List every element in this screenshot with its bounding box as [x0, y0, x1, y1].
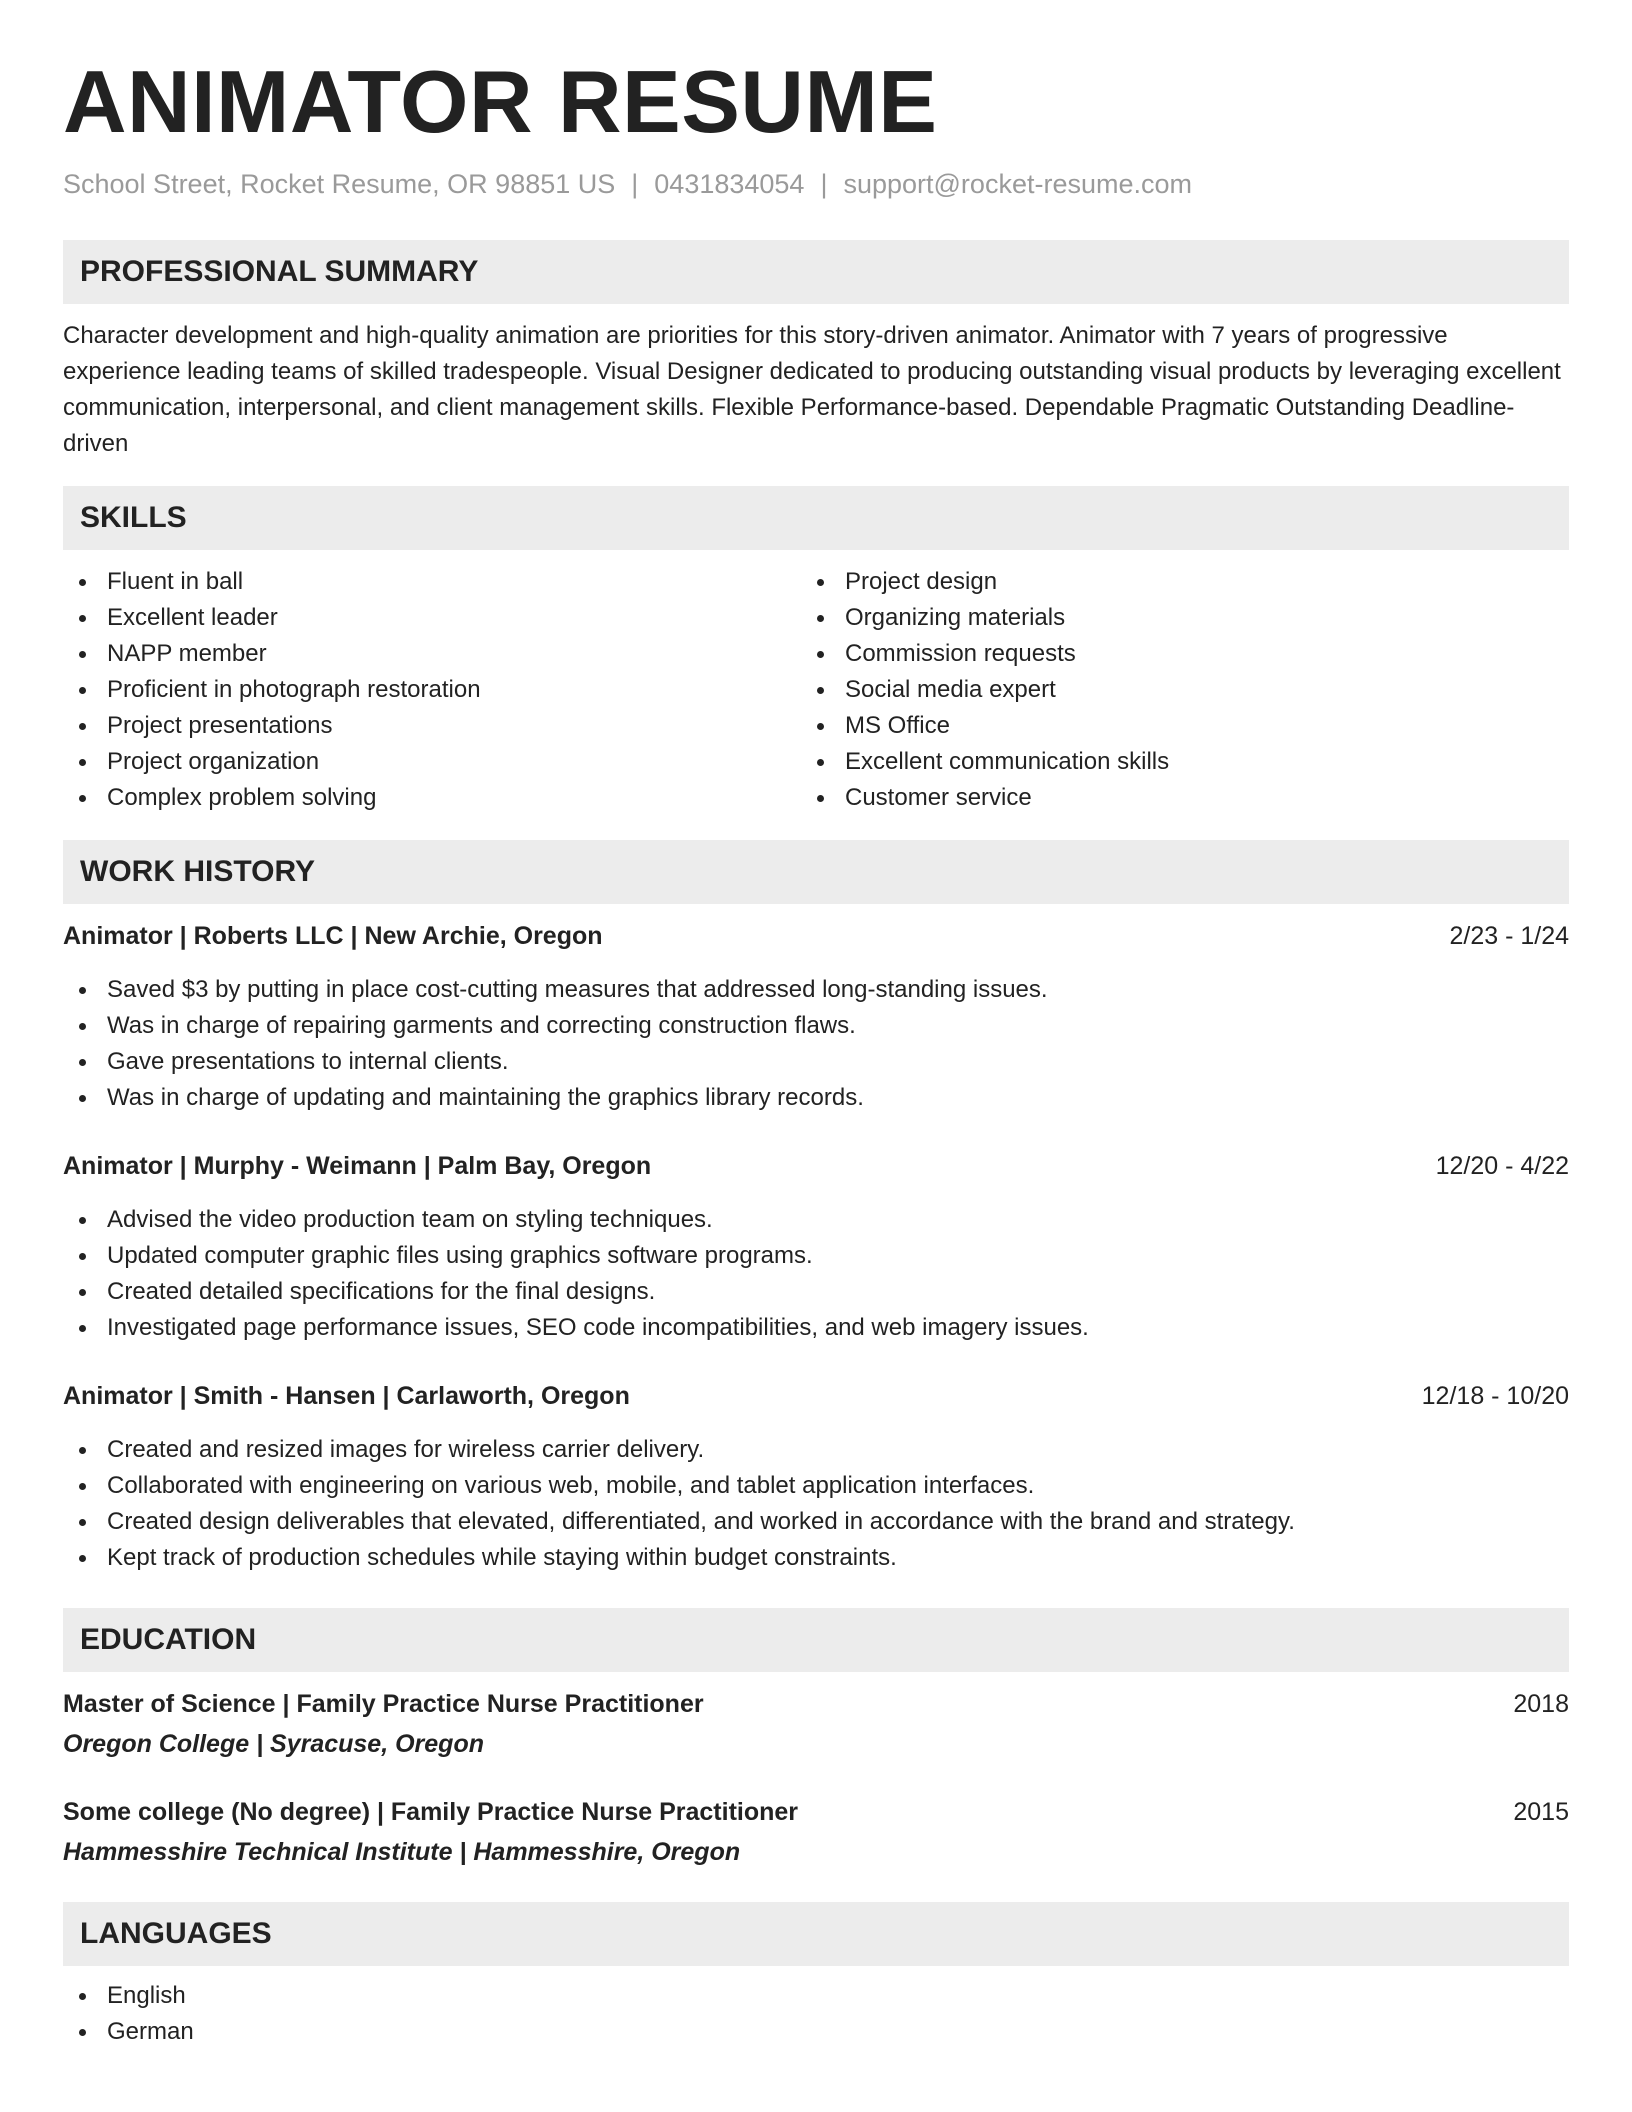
job-bullet: Kept track of production schedules while staying within budget constraints.: [63, 1540, 1569, 1576]
job-bullets: [63, 1432, 1569, 1576]
skill-item: Commission requests: [801, 636, 1539, 672]
resume-title: ANIMATOR RESUME: [63, 52, 938, 151]
job-bullet: Investigated page performance issues, SEO code incompatibilities, and web imagery issues.: [63, 1310, 1569, 1346]
education-year: 2015: [1513, 1798, 1569, 1826]
education-degree: Some college (No degree) | Family Practice Nurse Practitioner: [63, 1798, 799, 1826]
contact-email: support@rocket-resume.com: [843, 169, 1192, 199]
job-bullet: Created design deliverables that elevated, differentiated, and worked in accordance with the brand and strategy.: [63, 1504, 1569, 1540]
skills-list-right: [801, 564, 1539, 816]
job-bullet: Was in charge of updating and maintaining the graphics library records.: [63, 1080, 1569, 1116]
job-bullet: Was in charge of repairing garments and correcting construction flaws.: [63, 1008, 1569, 1044]
skill-item: Project presentations: [63, 708, 801, 744]
skill-item: MS Office: [801, 708, 1539, 744]
skill-item: Project organization: [63, 744, 801, 780]
job-bullet: Created detailed specifications for the final designs.: [63, 1274, 1569, 1310]
section-header-skills: SKILLS: [63, 486, 1569, 550]
section-header-summary: PROFESSIONAL SUMMARY: [63, 240, 1569, 304]
skill-item: Excellent communication skills: [801, 744, 1539, 780]
job-date: 2/23 - 1/24: [1449, 922, 1569, 950]
education-entry: [63, 1794, 1569, 1870]
languages-list: [63, 1978, 1569, 2050]
job-bullet: Saved $3 by putting in place cost-cutting measures that addressed long-standing issues.: [63, 972, 1569, 1008]
job-entry: [63, 918, 1569, 1116]
education-school: Oregon College | Syracuse, Oregon: [63, 1730, 484, 1758]
section-header-languages: LANGUAGES: [63, 1902, 1569, 1966]
job-title: Animator | Roberts LLC | New Archie, Oregon: [63, 922, 603, 950]
job-bullet: Advised the video production team on styling techniques.: [63, 1202, 1569, 1238]
job-entry: [63, 1378, 1569, 1576]
contact-address: School Street, Rocket Resume, OR 98851 US: [63, 169, 616, 199]
education-degree: Master of Science | Family Practice Nurse Practitioner: [63, 1690, 704, 1718]
skill-item: Proficient in photograph restoration: [63, 672, 801, 708]
job-bullets: [63, 972, 1569, 1116]
skill-item: Customer service: [801, 780, 1539, 816]
job-bullets: [63, 1202, 1569, 1346]
skill-item: Excellent leader: [63, 600, 801, 636]
skill-item: Fluent in ball: [63, 564, 801, 600]
job-bullet: Gave presentations to internal clients.: [63, 1044, 1569, 1080]
skill-item: Complex problem solving: [63, 780, 801, 816]
skill-item: NAPP member: [63, 636, 801, 672]
job-entry: [63, 1148, 1569, 1346]
skills-grid: [63, 564, 1569, 816]
job-date: 12/18 - 10/20: [1421, 1382, 1569, 1410]
language-item: English: [63, 1978, 1569, 2014]
contact-separator: |: [820, 169, 828, 199]
skill-item: Project design: [801, 564, 1539, 600]
job-title: Animator | Smith - Hansen | Carlaworth, Oregon: [63, 1382, 630, 1410]
skill-item: Organizing materials: [801, 600, 1539, 636]
contact-separator: |: [631, 169, 639, 199]
education-entry: [63, 1686, 1569, 1762]
section-header-work: WORK HISTORY: [63, 840, 1569, 904]
job-bullet: Updated computer graphic files using graphics software programs.: [63, 1238, 1569, 1274]
education-year: 2018: [1513, 1690, 1569, 1718]
skill-item: Social media expert: [801, 672, 1539, 708]
contact-line: [63, 166, 1569, 202]
summary-text: Character development and high-quality animation are priorities for this story-driven animator. Animator with 7 years of progressive experience leading teams of skilled tradespeople. Visual Designer dedicated to producing outstanding visual products by leveraging excellent communication, interpersonal, and client management skills. Flexible Performance-based. Dependable Pragmatic Outstanding Deadline-driven: [63, 322, 1561, 457]
contact-phone: 0431834054: [654, 169, 805, 199]
language-item: German: [63, 2014, 1569, 2050]
job-bullet: Collaborated with engineering on various web, mobile, and tablet application interfaces.: [63, 1468, 1569, 1504]
section-header-education: EDUCATION: [63, 1608, 1569, 1672]
job-bullet: Created and resized images for wireless carrier delivery.: [63, 1432, 1569, 1468]
job-date: 12/20 - 4/22: [1435, 1152, 1569, 1180]
education-school: Hammesshire Technical Institute | Hammesshire, Oregon: [63, 1838, 741, 1866]
skills-list-left: [63, 564, 801, 816]
job-title: Animator | Murphy - Weimann | Palm Bay, Oregon: [63, 1152, 652, 1180]
